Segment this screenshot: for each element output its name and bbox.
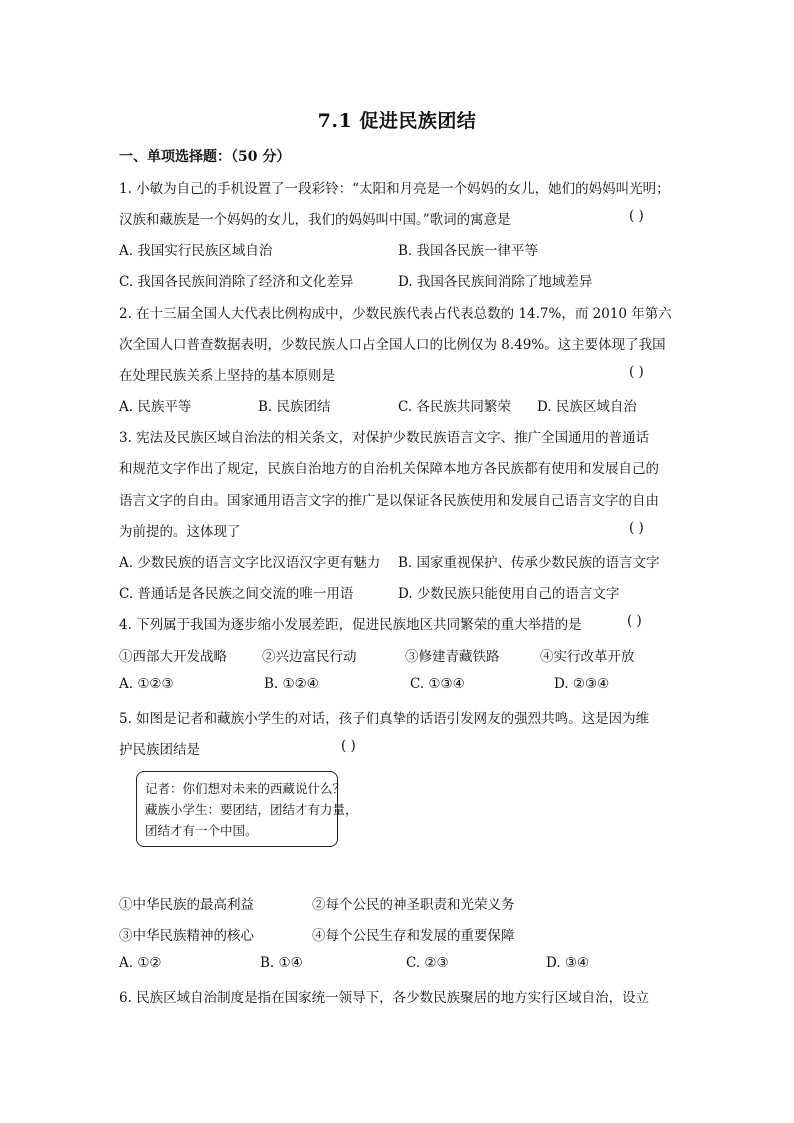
q4-item-2: ②兴边富民行动 [262, 649, 357, 665]
q1-line-2: 汉族和藏族是一个妈妈的女儿，我们的妈妈叫中国。”歌词的寓意是 [119, 212, 511, 228]
q4-item-1: ①西部大开发战略 [119, 649, 227, 665]
q5-line-2: 护民族团结是 [119, 742, 200, 758]
q3-option-d: D. 少数民族只能使用自己的语言文字 [398, 586, 620, 602]
q6-line-1: 6. 民族区域自治制度是指在国家统一领导下，各少数民族聚居的地方实行区域自治，设立 [119, 990, 650, 1006]
q2-option-a: A. 民族平等 [119, 399, 192, 415]
q3-option-a: A. 少数民族的语言文字比汉语汉字更有魅力 [119, 555, 381, 571]
q4-line-1: 4. 下列属于我国为逐步缩小发展差距，促进民族地区共同繁荣的重大举措的是 [119, 617, 582, 633]
q2-option-d: D. 民族区域自治 [537, 399, 637, 415]
q4-option-b: B. ①②④ [264, 676, 319, 692]
q4-option-a: A. ①②③ [119, 676, 174, 692]
q5-item-1: ①中华民族的最高利益 [119, 897, 254, 913]
q4-answer-blank: ( ) [627, 613, 642, 629]
q4-option-c: C. ①③④ [410, 676, 465, 692]
q5-item-3: ③中华民族精神的核心 [119, 928, 254, 944]
q2-line-3: 在处理民族关系上坚持的基本原则是 [119, 368, 335, 384]
q5-option-c: C. ②③ [406, 955, 449, 971]
q3-line-2: 和规范文字作出了规定，民族自治地方的自治机关保障本地方各民族都有使用和发展自己的 [119, 461, 659, 477]
q4-item-3: ③修建青藏铁路 [405, 649, 500, 665]
q5-item-4: ④每个公民生存和发展的重要保障 [312, 928, 515, 944]
q2-option-c: C. 各民族共同繁荣 [398, 399, 511, 415]
q3-line-4: 为前提的。这体现了 [119, 524, 241, 540]
q1-option-d: D. 我国各民族间消除了地域差异 [398, 274, 593, 290]
q4-option-d: D. ②③④ [554, 676, 610, 692]
q1-answer-blank: ( ) [629, 208, 644, 224]
q5-option-a: A. ①② [119, 955, 162, 971]
dialog-figure [136, 771, 358, 847]
q2-answer-blank: ( ) [629, 364, 644, 380]
q2-option-b: B. 民族团结 [258, 399, 331, 415]
q1-option-c: C. 我国各民族间消除了经济和文化差异 [119, 274, 354, 290]
q1-option-a: A. 我国实行民族区域自治 [119, 243, 273, 259]
dialog-line-3: 团结才有一个中国。 [145, 823, 258, 838]
q2-line-1: 2. 在十三届全国人大代表比例构成中，少数民族代表占代表总数的 14.7%，而 2010 年第六 [119, 306, 672, 322]
q3-line-3: 语言文字的自由。国家通用语言文字的推广是以保证各民族使用和发展自己语言文字的自由 [119, 493, 659, 509]
q3-option-c: C. 普通话是各民族之间交流的唯一用语 [119, 586, 354, 602]
q5-line-1: 5. 如图是记者和藏族小学生的对话，孩子们真挚的话语引发网友的强烈共鸣。这是因为维 [119, 711, 650, 727]
q3-option-b: B. 国家重视保护、传承少数民族的语言文字 [398, 555, 660, 571]
q1-option-b: B. 我国各民族一律平等 [398, 243, 539, 259]
q3-answer-blank: ( ) [629, 520, 644, 536]
q2-line-2: 次全国人口普查数据表明，少数民族人口占全国人口的比例仅为 8.49%。这主要体现了我国 [119, 337, 666, 353]
q5-answer-blank: ( ) [341, 738, 356, 754]
dialog-line-1: 记者：你们想对未来的西藏说什么？ [145, 781, 346, 796]
page-title: 7.1 促进民族团结 [317, 110, 477, 132]
dialog-line-2: 藏族小学生：要团结，团结才有力量， [145, 802, 358, 817]
q4-item-4: ④实行改革开放 [540, 649, 635, 665]
q5-option-b: B. ①④ [260, 955, 303, 971]
section-heading: 一、单项选择题：（50 分） [119, 149, 291, 165]
q5-item-2: ②每个公民的神圣职责和光荣义务 [312, 897, 515, 913]
q1-line-1: 1. 小敏为自己的手机设置了一段彩铃：“太阳和月亮是一个妈妈的女儿，她们的妈妈叫光明； [119, 181, 670, 197]
q3-line-1: 3. 宪法及民族区域自治法的相关条文，对保护少数民族语言文字、推广全国通用的普通话 [119, 430, 650, 446]
q5-option-d: D. ③④ [546, 955, 590, 971]
